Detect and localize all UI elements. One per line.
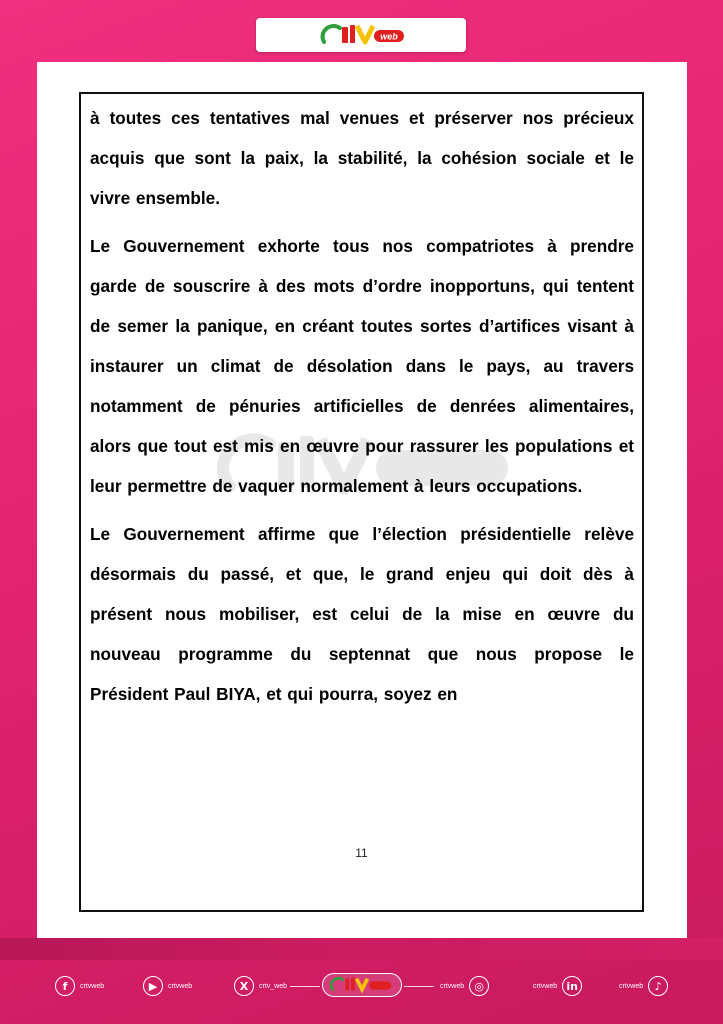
facebook-icon: f <box>55 976 75 996</box>
footer-divider-left <box>290 986 320 987</box>
linkedin-handle: crtvweb <box>533 982 558 990</box>
youtube-icon: ▶ <box>143 976 163 996</box>
linkedin-icon: in <box>562 976 582 996</box>
facebook-handle: crtvweb <box>80 982 105 990</box>
instagram-icon: ◎ <box>469 976 489 996</box>
social-x[interactable] <box>234 974 287 998</box>
social-linkedin[interactable] <box>533 974 582 998</box>
bottom-band <box>0 938 723 960</box>
paragraph: Le Gouvernement exhorte tous nos compatriotes à prendre garde de souscrire à des mots d’ordre inopportuns, qui tentent de semer la panique, en créant toutes sortes d’artifices visant à instaurer un climat de désolation dans le pays, au travers notamment de pénuries artificielles de denrées alimentaires, alors que tout est mis en œuvre pour rassurer les populations et leur permettre de vaquer normalement à leurs occupations. <box>90 236 634 496</box>
paragraph: Le Gouvernement affirme que l’élection présidentielle relève désormais du passé, et que, le grand enjeu qui doit dès à présent nous mobiliser, est celui de la mise en œuvre du nouveau programme du septennat que nous propose le Président Paul BIYA, et qui pourra, soyez en <box>90 524 634 704</box>
tiktok-handle: crtvweb <box>619 982 644 990</box>
document-body <box>90 98 634 722</box>
x-icon: X <box>234 976 254 996</box>
footer-logo <box>322 973 402 997</box>
instagram-handle: crtvweb <box>440 982 465 990</box>
page-number: 11 <box>355 846 368 860</box>
social-instagram[interactable] <box>440 974 489 998</box>
tiktok-icon: ♪ <box>648 976 668 996</box>
social-footer <box>0 968 723 1004</box>
x-handle: crtv_web <box>259 982 288 990</box>
social-youtube[interactable] <box>143 974 192 998</box>
crtv-web-logo <box>318 22 408 48</box>
footer-crtv-logo <box>323 974 401 996</box>
social-facebook[interactable] <box>55 974 104 998</box>
social-tiktok[interactable] <box>619 974 668 998</box>
svg-text:web: web <box>380 31 398 42</box>
youtube-handle: crtvweb <box>168 982 193 990</box>
footer-divider-right <box>404 986 434 987</box>
paragraph: à toutes ces tentatives mal venues et préserver nos précieux acquis que sont la paix, la stabilité, la cohésion sociale et le vivre ensemble. <box>90 108 634 208</box>
